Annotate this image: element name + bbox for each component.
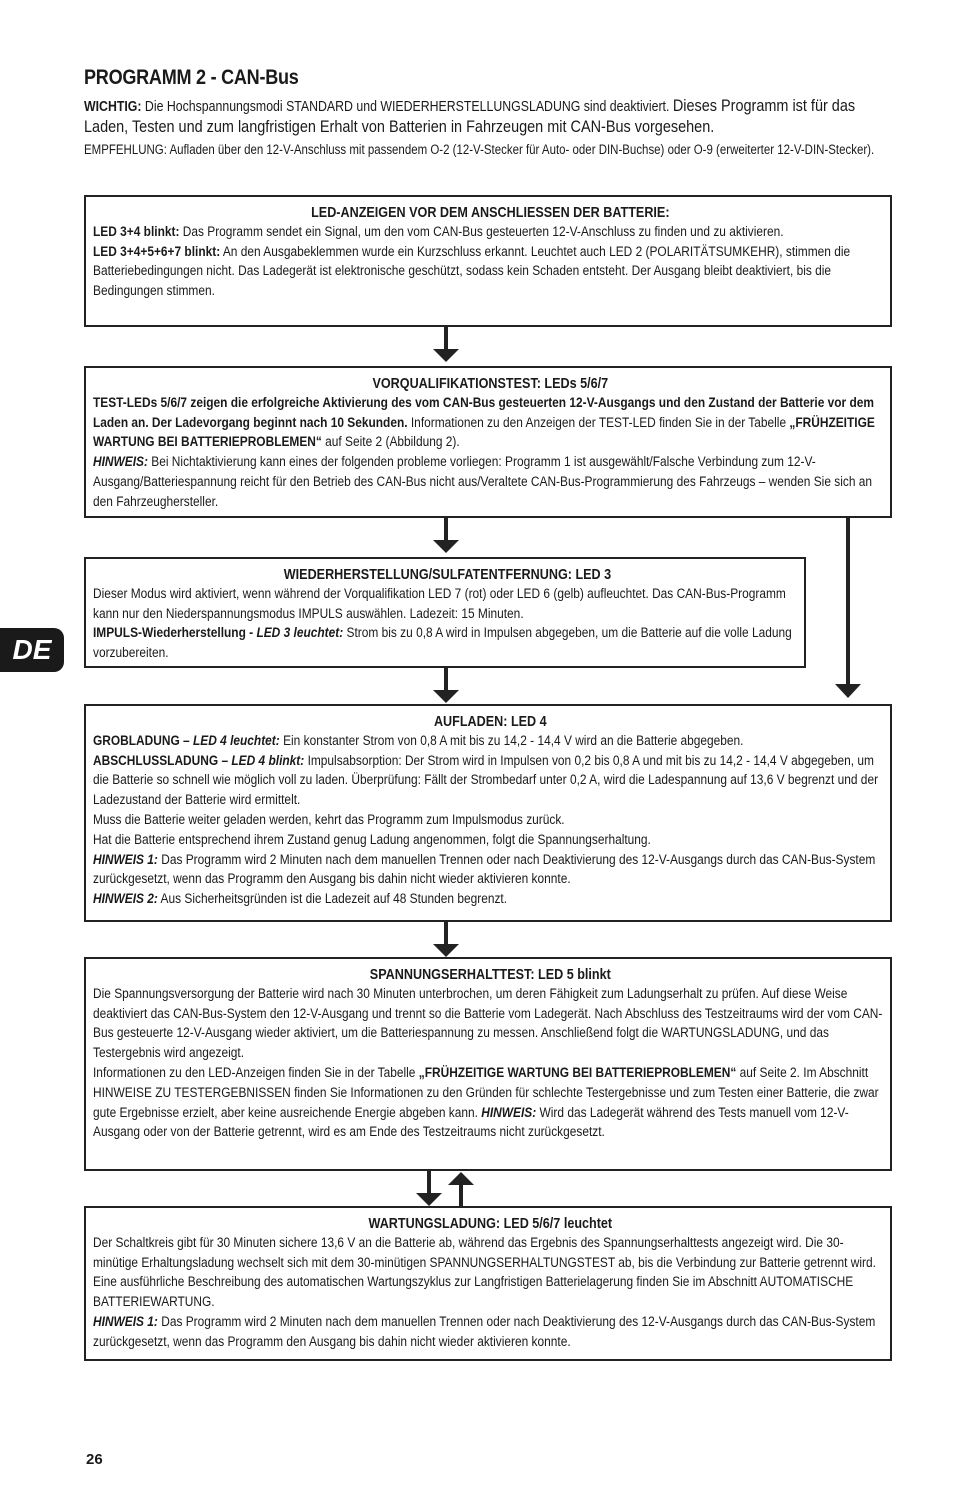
led-text: An den Ausgabeklemmen wurde ein Kurzschluss erkannt. Leuchtet auch LED 2 (POLARITÄTSUMKEHR), stimmen die Batteriebedingungen nicht. Das Ladegerät ist elektronische geschützt, sodass kein Schaden entsteht. Der Ausgang bleibt deaktiviert, bis die Bedingungen stimmen. <box>93 243 851 300</box>
body-text: Strom bis zu 0,8 A wird in Impulsen abgegeben, um die Batterie auf die volle Ladung vorzubereiten. <box>93 625 792 662</box>
box-title: WIEDERHERSTELLUNG/SULFATENTFERNUNG: LED 3 <box>283 566 612 583</box>
body-text: Der Schaltkreis gibt für 30 Minuten sichere 13,6 V an die Batterie ab, während das Ergebnis des Spannungserhalttests angezeigt wird. Die 30-minütige Erhaltungsladung wechselt sich mit dem 30-minütigen SPANNUNGSERHALTUNGSTEST ab, bis die Verbindung zur Batterie getrennt wird. Eine ausführliche Beschreibung des automatischen Wartungszyklus zur Langfristigen Batterielagerung finden Sie im Abschnitt AUTOMATISCHE BATTERIEWARTUNG. <box>93 1234 876 1311</box>
led-text: Das Programm sendet ein Signal, um den vom CAN-Bus gesteuerten 12-V-Anschluss zu finden und zu aktivieren. <box>182 223 784 240</box>
note-text: Bei Nichtaktivierung kann eines der folgenden probleme vorliegen: Programm 1 ist ausgewählt/Falsche Verbindung zum 12-V-Ausgang/Batteriespannung reicht für den Betrieb des CAN-Bus nicht aus/Veraltete CAN-Bus-Programmierung des Fahrzeugs – wenden Sie sich an den Fahrzeughersteller. <box>93 454 873 510</box>
language-tab: DE <box>0 628 64 672</box>
note-text: Das Programm wird 2 Minuten nach dem manuellen Trennen oder nach Deaktivierung des 12-V-Ausgangs durch das CAN-Bus-System zurückgesetzt, wenn das Programm den Ausgang bis dahin nicht wieder aktivieren konnte. <box>93 1313 876 1350</box>
purpose-text: Dieses Programm ist für das Laden, Testen und zum langfristigen Erhalt von Batterien in Fahrzeugen mit CAN-Bus vorgesehen. <box>84 96 856 136</box>
body-text: Impulsabsorption: Der Strom wird in Impulsen von 0,2 bis 0,8 A und mit bis zu 14,2 - 14,4 V abgegeben, um die Batterie so schnell wie möglich voll zu laden. Überprüfung: Fällt der Strombedarf unter 0,2 A, wird die Ladespannung auf 13,6 V begrenzt und der Ladezustand der Batterie wird ermittelt. <box>93 752 879 809</box>
bulk-label: GROBLADUNG – <box>93 732 190 749</box>
body-text: auf Seite 2 (Abbildung 2). <box>325 434 460 451</box>
important-label: WICHTIG: <box>84 99 142 115</box>
box-charging <box>84 704 892 922</box>
arrow-down-up-icon <box>416 1171 476 1207</box>
body-text: Hat die Batterie entsprechend ihrem Zustand genug Ladung angenommen, folgt die Spannungserhaltung. <box>93 831 651 848</box>
intro-text <box>84 96 886 159</box>
arrow-down-icon <box>433 327 459 363</box>
body-text: Muss die Batterie weiter geladen werden, kehrt das Programm zum Impulsmodus zurück. <box>93 811 565 828</box>
box-voltage-hold-test <box>84 957 892 1171</box>
box-recovery-desulfation <box>84 557 806 668</box>
note-text: Das Programm wird 2 Minuten nach dem manuellen Trennen oder nach Deaktivierung des 12-V-Ausgangs durch das CAN-Bus-System zurückgesetzt, wenn das Programm den Ausgang bis dahin nicht wieder aktivieren konnte. <box>93 851 876 888</box>
arrow-down-icon <box>433 922 459 958</box>
page-title: PROGRAMM 2 - CAN-Bus <box>84 66 299 89</box>
box-title: SPANNUNGSERHALTTEST: LED 5 blinkt <box>369 966 611 983</box>
bulk-led-status: LED 4 leuchtet: <box>192 732 280 749</box>
box-title: AUFLADEN: LED 4 <box>433 713 547 730</box>
box-title: VORQUALIFIKATIONSTEST: LEDs 5/6/7 <box>372 375 609 392</box>
table-reference: „FRÜHZEITIGE WARTUNG BEI BATTERIEPROBLEMEN“ <box>418 1064 737 1081</box>
box-maintenance-charge <box>84 1206 892 1361</box>
note-label: HINWEIS: <box>93 454 148 471</box>
note-label: HINWEIS: <box>481 1104 537 1121</box>
bypass-arrow-down-icon <box>835 518 861 700</box>
important-text: Die Hochspannungsmodi STANDARD und WIEDERHERSTELLUNGSLADUNG sind deaktiviert. <box>144 99 670 115</box>
led-label: LED 3+4+5+6+7 blinkt: <box>93 243 221 260</box>
box-led-before-connect <box>84 195 892 327</box>
arrow-down-icon <box>433 668 459 704</box>
note-label: HINWEIS 1: <box>93 851 158 868</box>
impuls-led-status: LED 3 leuchtet: <box>256 625 344 642</box>
arrow-down-icon <box>433 518 459 554</box>
recommendation-text: EMPFEHLUNG: Aufladen über den 12-V-Anschluss mit passendem O-2 (12-V-Stecker für Auto- oder DIN-Buchse) oder O-9 (erweiterter 12-V-DIN-Stecker). <box>84 142 875 157</box>
bold-text: TEST-LEDs 5/6/7 zeigen die erfolgreiche Aktivierung des vom CAN-Bus gesteuerten 12-V-Ausgangs und den Zustand der Batterie vor dem Laden an. Der Ladevorgang beginnt nach 10 Sekunden. <box>93 394 875 431</box>
body-text: Informationen zu den Anzeigen der TEST-LED finden Sie in der Tabelle <box>410 414 787 431</box>
note-label: HINWEIS 1: <box>93 1313 158 1330</box>
page-number: 26 <box>86 1451 103 1468</box>
body-text: Dieser Modus wird aktiviert, wenn während der Vorqualifikation LED 7 (rot) oder LED 6 (gelb) aufleuchtet. Das CAN-Bus-Programm kann nur den Niederspannungsmodus IMPULS auswählen. Ladezeit: 15 Minuten. <box>93 585 786 622</box>
body-text: Die Spannungsversorgung der Batterie wird nach 30 Minuten unterbrochen, um deren Fähigkeit zum Ladungserhalt zu prüfen. Auf diese Weise deaktiviert das CAN-Bus-System den 12-V-Ausgang und trennt so die Batterie vom Ladegerät. Nach Abschluss des Testzeitraums wird der vom CAN-Bus gesteuerte 12-V-Ausgang wieder aktiviert, um die Batteriespannung zu messen. Anschließend folgt die WARTUNGSLADUNG, und das Testergebnis wird angezeigt. <box>93 985 883 1062</box>
box-title: LED-ANZEIGEN VOR DEM ANSCHLIESSEN DER BATTERIE: <box>311 204 670 221</box>
led-label: LED 3+4 blinkt: <box>93 223 180 240</box>
absorption-led-status: LED 4 blinkt: <box>231 752 305 769</box>
note-text: Aus Sicherheitsgründen ist die Ladezeit auf 48 Stunden begrenzt. <box>160 891 508 908</box>
body-text: Ein konstanter Strom von 0,8 A mit bis zu 14,2 - 14,4 V wird an die Batterie abgegeben. <box>283 732 744 749</box>
impuls-label: IMPULS-Wiederherstellung - <box>93 625 254 642</box>
table-reference: „FRÜHZEITIGE WARTUNG BEI BATTERIEPROBLEMEN“ <box>93 414 875 451</box>
note-text: Wird das Ladegerät während des Tests manuell vom 12-V-Ausgang oder von der Batterie getrennt, wird es am Ende des Testzeitraums nicht zurückgesetzt. <box>93 1104 849 1141</box>
box-prequalification-test <box>84 366 892 518</box>
body-text: Informationen zu den LED-Anzeigen finden Sie in der Tabelle <box>93 1064 416 1081</box>
box-title: WARTUNGSLADUNG: LED 5/6/7 leuchtet <box>368 1215 613 1232</box>
absorption-label: ABSCHLUSSLADUNG – <box>93 752 229 769</box>
body-text: auf Seite 2. Im Abschnitt HINWEISE ZU TESTERGEBNISSEN finden Sie Informationen zu den Gründen für schlechte Testergebnisse und zum Testen einer Batterie, die zwar gute Ergebnisse erzielt, aber keine ausreichende Energie abgeben kann. <box>93 1064 879 1121</box>
note-label: HINWEIS 2: <box>93 891 158 908</box>
